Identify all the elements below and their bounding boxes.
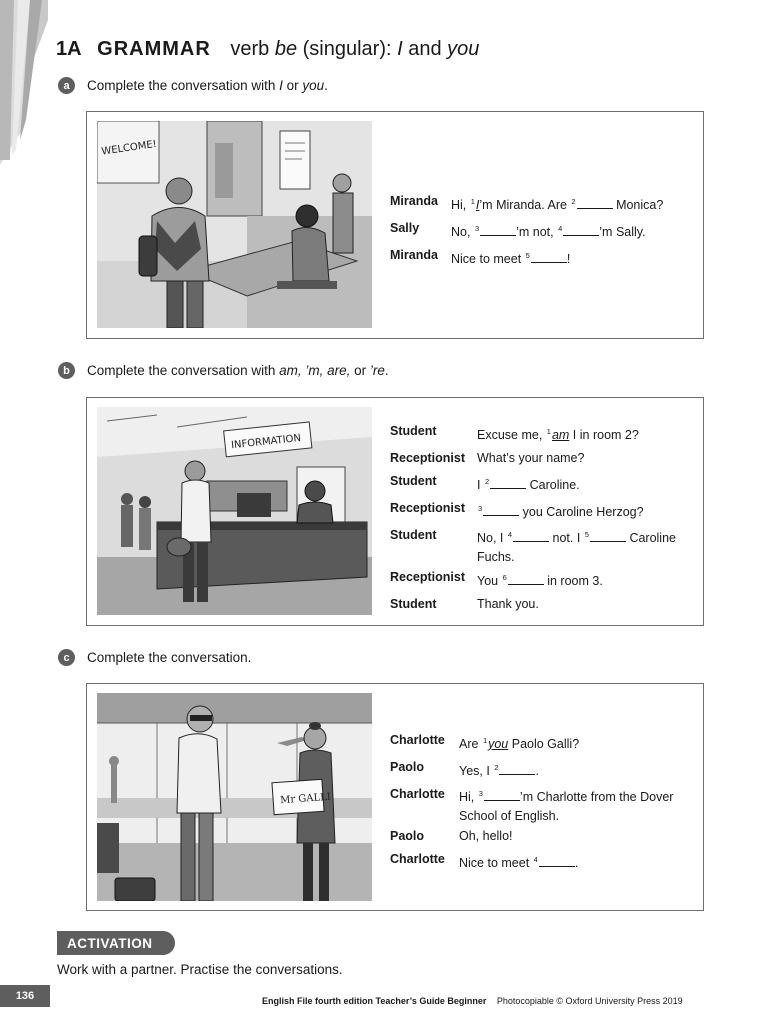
answer-gap[interactable]	[484, 789, 520, 801]
instruction-text: Complete the conversation with am, ’m, are, or ’re.	[87, 363, 389, 378]
answer-gap[interactable]	[480, 224, 516, 236]
speaker: Miranda	[390, 248, 438, 262]
dialogue-line: Charlotte Are $^1$you Paolo Galli?	[390, 729, 690, 756]
dialogue-line: Receptionist You $^6$ in room 3.	[390, 566, 690, 593]
speaker: Receptionist	[390, 570, 466, 584]
speaker: Paolo	[390, 829, 425, 843]
information-sign-text: INFORMATION	[230, 432, 302, 452]
exercise-b-box	[86, 397, 704, 626]
dialogue-line: Receptionist What’s your name?	[390, 447, 690, 470]
example-answer: you	[488, 737, 509, 751]
welcome-sign-text: WELCOME!	[100, 138, 158, 158]
name-sign-text: Mr GALLI	[279, 791, 332, 807]
dialogue-line: Student Excuse me, $^1$am I in room 2?	[390, 420, 690, 447]
unit-code: 1A	[56, 38, 82, 60]
speaker: Student	[390, 597, 437, 611]
exercise-b-instruction	[58, 362, 389, 379]
dialogue-line: Sally No, $^3$ ’m not, $^4$ ’m Sally.	[390, 217, 690, 244]
speaker: Sally	[390, 221, 420, 235]
speaker: Miranda	[390, 194, 438, 208]
dialogue-line: Charlotte Hi, $^3$ ’m Charlotte from the Dover School of English.	[390, 783, 690, 825]
speaker: Charlotte	[390, 852, 445, 866]
dialogue-line: Paolo Oh, hello!	[390, 825, 690, 848]
answer-gap[interactable]	[563, 224, 599, 236]
example-answer: I	[475, 198, 480, 212]
answer-gap[interactable]	[490, 477, 526, 489]
activation-label: ACTIVATION	[57, 931, 175, 955]
illustration-airport-arrival	[97, 693, 372, 901]
dialogue-c	[390, 729, 690, 875]
answer-gap[interactable]	[590, 530, 626, 542]
exercise-c-instruction	[58, 649, 251, 666]
speaker: Receptionist	[390, 451, 466, 465]
illustration-welcome-meeting	[97, 121, 372, 328]
answer-gap[interactable]	[577, 197, 613, 209]
dialogue-line: Receptionist $^3$ you Caroline Herzog?	[390, 497, 690, 524]
corner-decoration	[0, 0, 48, 165]
dialogue-a	[390, 190, 690, 271]
page-title	[56, 36, 479, 62]
exercise-a-instruction	[58, 77, 328, 94]
exercise-a-box	[86, 111, 704, 339]
answer-gap[interactable]	[539, 855, 575, 867]
answer-gap[interactable]	[531, 251, 567, 263]
speaker: Student	[390, 424, 437, 438]
dialogue-line: Paolo Yes, I $^2$ .	[390, 756, 690, 783]
answer-gap[interactable]	[508, 573, 544, 585]
exercise-a-badge: a	[58, 77, 75, 94]
example-answer: am	[551, 428, 570, 442]
illustration-information-desk	[97, 407, 372, 615]
answer-gap[interactable]	[513, 530, 549, 542]
speaker: Charlotte	[390, 733, 445, 747]
section-label: GRAMMAR	[97, 38, 211, 60]
speaker: Paolo	[390, 760, 425, 774]
dialogue-line: Charlotte Nice to meet $^4$ .	[390, 848, 690, 875]
activation-instruction: Work with a partner. Practise the conversations.	[57, 962, 343, 977]
speaker: Receptionist	[390, 501, 466, 515]
dialogue-line: Miranda Hi, $^1$I’m Miranda. Are $^2$ Monica?	[390, 190, 690, 217]
exercise-c-box	[86, 683, 704, 911]
exercise-b-badge: b	[58, 362, 75, 379]
topic: verb be (singular): I and you	[230, 38, 480, 60]
answer-gap[interactable]	[483, 504, 519, 516]
speaker: Charlotte	[390, 787, 445, 801]
exercise-c-badge: c	[58, 649, 75, 666]
dialogue-line: Student No, I $^4$ not. I $^5$ Caroline Fuchs.	[390, 524, 690, 566]
dialogue-line: Student Thank you.	[390, 593, 690, 616]
speaker: Student	[390, 474, 437, 488]
instruction-text: Complete the conversation with I or you.	[87, 78, 328, 93]
book-title: English File fourth edition Teacher’s Guide Beginner	[262, 996, 487, 1006]
speaker: Student	[390, 528, 437, 542]
page-number: 136	[0, 985, 50, 1007]
answer-gap[interactable]	[499, 763, 535, 775]
dialogue-line: Student I $^2$ Caroline.	[390, 470, 690, 497]
dialogue-line: Miranda Nice to meet $^5$ !	[390, 244, 690, 271]
instruction-text: Complete the conversation.	[87, 650, 252, 665]
copyright: Photocopiable © Oxford University Press 2019	[496, 996, 683, 1006]
dialogue-b	[390, 420, 690, 616]
footer	[262, 996, 683, 1006]
